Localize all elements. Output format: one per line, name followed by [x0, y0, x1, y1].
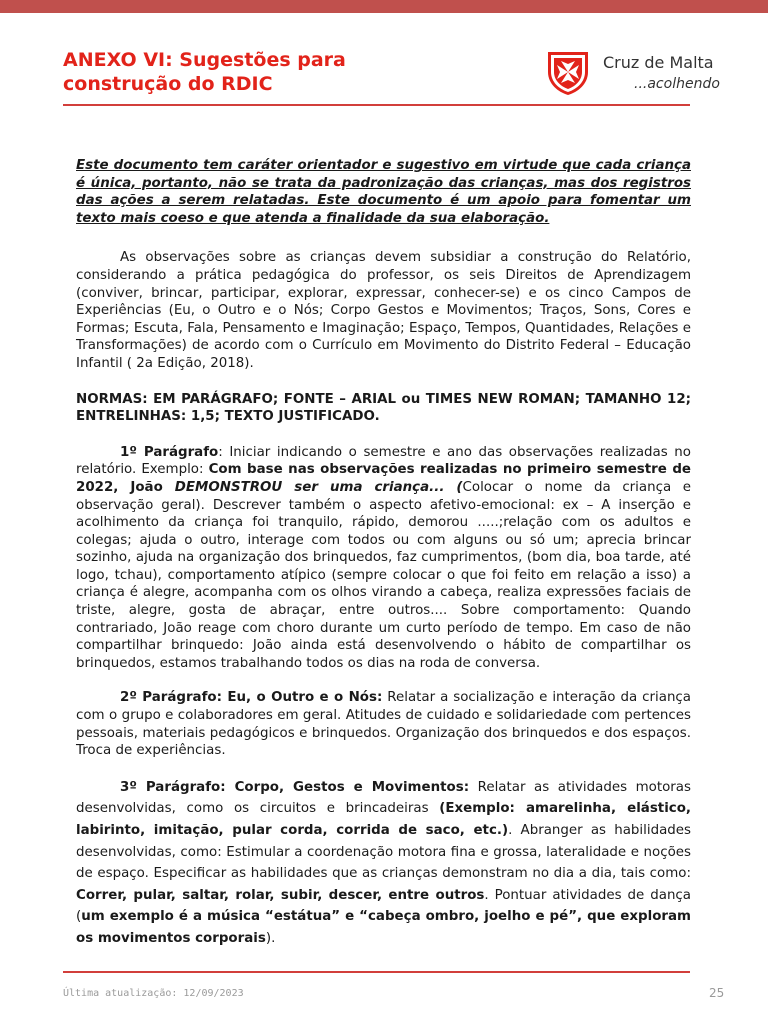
section-1: [76, 444, 691, 673]
formatting-norms: NORMAS: EM PARÁGRAFO; FONTE – ARIAL ou TIMES NEW ROMAN; TAMANHO 12; ENTRELINHAS: 1,5; TEXTO JUSTIFICADO.: [76, 391, 691, 425]
header-divider: [63, 104, 690, 106]
section-1-example: Com base nas observações realizadas no primeiro semestre de 2022, João: [76, 462, 691, 495]
section-1-description: Colocar o nome da criança e observação geral). Descrever também o aspecto afetivo-emocional: ex – A inserção e acolhimento da criança foi tranquilo, rápido, demorou .....;relação com os adultos e colegas; ajuda o outro, interage com todos ou com alguns ou só um; aprecia brincar sozinho, ajuda na organização dos brinquedos, faz cumprimentos, (bom dia, boa tarde, até logo, tchau), comportamento atípico (sempre colocar o que foi feito em relação a isso) a criança é alegre, acompanha com os olhos virando a cabeça, realiza expressões faciais de triste, alegre, gosta de abraçar, entre outros.... Sobre comportamento: Quando contrariado, João reage com choro durante um curto período de tempo. Em caso de não compartilhar brinquedo: João ainda está desenvolvendo o hábito de compartilhar os brinquedos, estamos trabalhando todos os dias na roda de conversa.: [76, 479, 691, 671]
section-3-text-3: . Pontuar atividades de dança (: [76, 887, 691, 925]
page-title: [63, 48, 463, 96]
section-2-text: Relatar a socialização e interação da criança com o grupo e colaboradores em geral. Atitudes de cuidado e solidariedade com pertences pessoais, materiais pedagógicos e brinquedos. Organização dos brinquedos e dos espaços. Troca de experiências.: [76, 690, 691, 759]
section-3-skills: Correr, pular, saltar, rolar, subir, descer, entre outros: [76, 887, 485, 903]
logo-tagline: ...acolhendo: [634, 76, 720, 92]
section-3-dance-example: um exemplo é a música “estátua” e “cabeça ombro, joelho e pé”, que exploram os movimentos corporais: [76, 909, 691, 946]
footer-divider: [63, 971, 690, 973]
section-3-text-1: Relatar as atividades motoras desenvolvidas, como os circuitos e brincadeiras: [76, 779, 691, 817]
intro-notice: Este documento tem caráter orientador e sugestivo em virtude que cada criança é única, portanto, não se trata da padronização das crianças, mas dos registros das ações a serem relatadas. Este documento é um apoio para fomentar um texto mais coeso e que atenda a finalidade da sua elaboração.: [76, 158, 691, 226]
section-1-heading: 1º Parágrafo: [120, 444, 219, 460]
page-title-line-2: construção do RDIC: [63, 73, 273, 95]
logo-name: Cruz de Malta: [603, 53, 714, 72]
page-title-line-1: ANEXO VI: Sugestões para: [63, 49, 346, 71]
section-2-heading: 2º Parágrafo: Eu, o Outro e o Nós:: [120, 690, 383, 706]
last-updated: Última atualização: 12/09/2023: [63, 988, 244, 999]
section-1-example-emphasis: DEMONSTROU ser uma criança... (: [174, 479, 463, 495]
maltese-cross-shield-icon: [546, 50, 590, 96]
section-3-text-4: ).: [265, 930, 276, 946]
section-3: [76, 777, 691, 950]
section-2: [76, 689, 691, 759]
section-3-heading: 3º Parágrafo: Corpo, Gestos e Movimentos:: [120, 779, 470, 795]
paragraph-observations: As observações sobre as crianças devem subsidiar a construção do Relatório, considerando a prática pedagógica do professor, os seis Direitos de Aprendizagem (conviver, brincar, participar, explorar, expressar, conhecer-se) e os cinco Campos de Experiências (Eu, o Outro e o Nós; Corpo Gestos e Movimentos; Traços, Sons, Cores e Formas; Escuta, Fala, Pensamento e Imaginação; Espaço, Tempos, Quantidades, Relações e Transformações) de acordo com o Currículo em Movimento do Distrito Federal – Educação Infantil ( 2a Edição, 2018).: [76, 250, 691, 371]
section-1-text: : Iniciar indicando o semestre e ano das observações realizadas no relatório. Exemplo:: [76, 444, 691, 478]
page-number: 25: [709, 986, 725, 1000]
section-3-text-2: . Abranger as habilidades desenvolvidas, como: Estimular a coordenação motora fina e grossa, lateralidade e noções de espaço. Especificar as habilidades que as crianças demonstram no dia a dia, tais como:: [76, 823, 691, 882]
document-body: [76, 157, 691, 950]
section-3-examples: (Exemplo: amarelinha, elástico, labirinto, imitação, pular corda, corrida de saco, etc.): [76, 801, 692, 838]
top-accent-bar: [0, 0, 768, 13]
cruz-de-malta-logo: [546, 50, 726, 98]
